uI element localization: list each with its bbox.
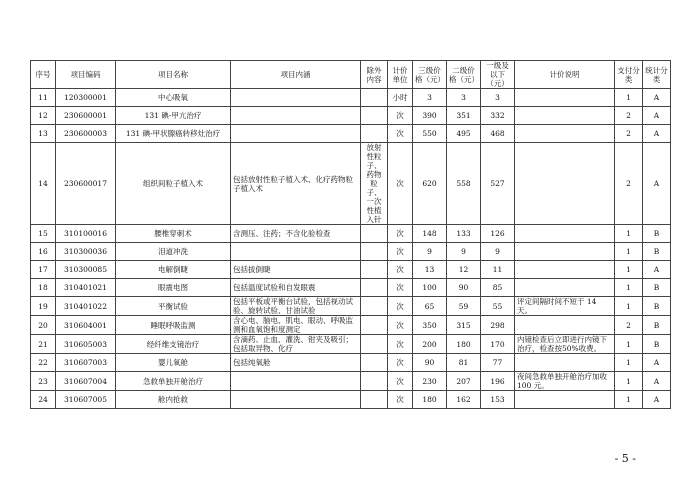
cell-pay: 1: [615, 89, 643, 107]
cell-price2: 495: [447, 125, 481, 143]
col-header-name: 项目名称: [116, 61, 231, 89]
cell-price1: 298: [481, 316, 515, 335]
cell-unit: 次: [388, 354, 413, 372]
cell-code: 310604001: [56, 316, 116, 335]
cell-content: [231, 243, 361, 261]
price-table: [30, 60, 671, 409]
cell-price2: 90: [447, 279, 481, 297]
cell-excluded: [361, 261, 388, 279]
cell-name: 舱内抢救: [116, 391, 231, 409]
cell-stat: A: [643, 372, 671, 391]
cell-name: 睡眠呼吸监测: [116, 316, 231, 335]
cell-content: 包括温度试验和自发眼震: [231, 279, 361, 297]
cell-excluded: [361, 335, 388, 354]
cell-content: 包括放射性粒子植入术、化疗药物粒子植入术: [231, 143, 361, 225]
cell-code: 310300036: [56, 243, 116, 261]
cell-price2: 162: [447, 391, 481, 409]
cell-pay: 1: [615, 391, 643, 409]
cell-pay: 1: [615, 335, 643, 354]
cell-price2: 59: [447, 297, 481, 316]
cell-notes: [515, 316, 615, 335]
cell-name: 电解倒睫: [116, 261, 231, 279]
table-row: [31, 225, 671, 243]
cell-unit: 次: [388, 316, 413, 335]
col-header-code: 项目编码: [56, 61, 116, 89]
cell-price3: 180: [413, 391, 447, 409]
cell-no: 12: [31, 107, 56, 125]
cell-name: 急救单独开舱治疗: [116, 372, 231, 391]
cell-price2: 81: [447, 354, 481, 372]
cell-stat: A: [643, 107, 671, 125]
table-row: [31, 316, 671, 335]
cell-unit: 次: [388, 143, 413, 225]
cell-price3: 620: [413, 143, 447, 225]
cell-price2: 207: [447, 372, 481, 391]
cell-excluded: [361, 354, 388, 372]
table-row: [31, 89, 671, 107]
cell-content: [231, 391, 361, 409]
cell-no: 11: [31, 89, 56, 107]
cell-code: 310401022: [56, 297, 116, 316]
table-row: [31, 125, 671, 143]
cell-code: 310607003: [56, 354, 116, 372]
cell-unit: 次: [388, 279, 413, 297]
cell-name: 131 碘-甲亢治疗: [116, 107, 231, 125]
cell-no: 14: [31, 143, 56, 225]
cell-content: 包括纯氧舱: [231, 354, 361, 372]
cell-pay: 2: [615, 143, 643, 225]
col-header-notes: 计价说明: [515, 61, 615, 89]
cell-price3: 9: [413, 243, 447, 261]
cell-content: [231, 107, 361, 125]
cell-code: 310607005: [56, 391, 116, 409]
cell-stat: A: [643, 354, 671, 372]
cell-unit: 次: [388, 107, 413, 125]
cell-stat: B: [643, 297, 671, 316]
cell-name: 平衡试验: [116, 297, 231, 316]
cell-unit: 次: [388, 297, 413, 316]
cell-stat: B: [643, 243, 671, 261]
cell-price1: 3: [481, 89, 515, 107]
cell-content: 包括拔倒睫: [231, 261, 361, 279]
cell-content: 含滴药、止血、灌洗、钳夹及吸引；包括取异物、化疗: [231, 335, 361, 354]
cell-code: 120300001: [56, 89, 116, 107]
cell-code: 310100016: [56, 225, 116, 243]
cell-notes: [515, 279, 615, 297]
cell-code: 230600001: [56, 107, 116, 125]
cell-content: 包括平板或平衡台试验，包括视动试验、旋转试验、甘油试验: [231, 297, 361, 316]
cell-price2: 558: [447, 143, 481, 225]
cell-excluded: [361, 297, 388, 316]
col-header-price2: 二级价格（元）: [447, 61, 481, 89]
cell-price1: 11: [481, 261, 515, 279]
cell-excluded: [361, 89, 388, 107]
table-row: [31, 279, 671, 297]
cell-notes: [515, 225, 615, 243]
cell-pay: 1: [615, 225, 643, 243]
cell-stat: A: [643, 89, 671, 107]
table-row: [31, 335, 671, 354]
cell-price2: 133: [447, 225, 481, 243]
cell-excluded: [361, 243, 388, 261]
cell-stat: B: [643, 279, 671, 297]
cell-no: 21: [31, 335, 56, 354]
table-row: [31, 143, 671, 225]
cell-notes: [515, 125, 615, 143]
cell-price1: 153: [481, 391, 515, 409]
col-header-pay: 支付分类: [615, 61, 643, 89]
cell-stat: B: [643, 316, 671, 335]
cell-notes: [515, 261, 615, 279]
cell-price1: 468: [481, 125, 515, 143]
cell-code: 230600017: [56, 143, 116, 225]
cell-no: 17: [31, 261, 56, 279]
cell-price3: 3: [413, 89, 447, 107]
cell-pay: 2: [615, 316, 643, 335]
cell-price3: 13: [413, 261, 447, 279]
cell-name: 腰椎穿刺术: [116, 225, 231, 243]
cell-price1: 196: [481, 372, 515, 391]
cell-stat: A: [643, 125, 671, 143]
cell-unit: 次: [388, 261, 413, 279]
cell-price1: 126: [481, 225, 515, 243]
col-header-stat: 统计分类: [643, 61, 671, 89]
cell-price3: 90: [413, 354, 447, 372]
cell-price3: 390: [413, 107, 447, 125]
cell-notes: 夜间急救单独开舱治疗加收 100 元。: [515, 372, 615, 391]
cell-content: 含心电、脑电、肌电、眼动、呼吸监测和血氧饱和度测定: [231, 316, 361, 335]
cell-excluded: [361, 107, 388, 125]
cell-no: 24: [31, 391, 56, 409]
cell-code: 310605003: [56, 335, 116, 354]
cell-no: 23: [31, 372, 56, 391]
cell-name: 经纤维支镜治疗: [116, 335, 231, 354]
cell-stat: A: [643, 391, 671, 409]
cell-stat: B: [643, 335, 671, 354]
cell-content: 含测压、注药；不含化验检查: [231, 225, 361, 243]
cell-notes: [515, 243, 615, 261]
cell-no: 18: [31, 279, 56, 297]
cell-notes: [515, 89, 615, 107]
table-row: [31, 243, 671, 261]
cell-price1: 332: [481, 107, 515, 125]
cell-price1: 85: [481, 279, 515, 297]
cell-price2: 3: [447, 89, 481, 107]
cell-name: 中心吸氧: [116, 89, 231, 107]
col-header-content: 项目内涵: [231, 61, 361, 89]
cell-content: [231, 372, 361, 391]
cell-excluded: 放射性粒子、药物粒子、一次性植入针: [361, 143, 388, 225]
cell-unit: 次: [388, 125, 413, 143]
cell-price2: 9: [447, 243, 481, 261]
cell-price1: 9: [481, 243, 515, 261]
cell-pay: 1: [615, 297, 643, 316]
cell-stat: A: [643, 143, 671, 225]
cell-no: 15: [31, 225, 56, 243]
cell-price2: 12: [447, 261, 481, 279]
cell-unit: 次: [388, 372, 413, 391]
cell-price2: 180: [447, 335, 481, 354]
cell-notes: [515, 107, 615, 125]
cell-excluded: [361, 279, 388, 297]
cell-price3: 200: [413, 335, 447, 354]
cell-content: [231, 89, 361, 107]
col-header-price1: 一级及以下（元）: [481, 61, 515, 89]
cell-price3: 148: [413, 225, 447, 243]
table-row: [31, 391, 671, 409]
table-row: [31, 372, 671, 391]
cell-stat: A: [643, 261, 671, 279]
cell-code: 310607004: [56, 372, 116, 391]
cell-unit: 次: [388, 225, 413, 243]
col-header-price3: 三级价格（元）: [413, 61, 447, 89]
header-row: [31, 61, 671, 89]
cell-price3: 350: [413, 316, 447, 335]
cell-excluded: [361, 225, 388, 243]
cell-price1: 77: [481, 354, 515, 372]
cell-code: 230600003: [56, 125, 116, 143]
cell-price3: 100: [413, 279, 447, 297]
cell-pay: 1: [615, 372, 643, 391]
cell-pay: 2: [615, 125, 643, 143]
cell-name: 组织间粒子植入术: [116, 143, 231, 225]
cell-unit: 次: [388, 335, 413, 354]
cell-price3: 65: [413, 297, 447, 316]
cell-price1: 527: [481, 143, 515, 225]
col-header-unit: 计价单位: [388, 61, 413, 89]
cell-name: 眼震电图: [116, 279, 231, 297]
cell-pay: 2: [615, 107, 643, 125]
cell-code: 310401021: [56, 279, 116, 297]
cell-pay: 1: [615, 261, 643, 279]
cell-code: 310300085: [56, 261, 116, 279]
cell-excluded: [361, 372, 388, 391]
cell-pay: 1: [615, 243, 643, 261]
cell-no: 22: [31, 354, 56, 372]
cell-stat: B: [643, 225, 671, 243]
table-row: [31, 297, 671, 316]
cell-pay: 1: [615, 354, 643, 372]
cell-name: 131 碘-甲状腺癌转移灶治疗: [116, 125, 231, 143]
col-header-no: 序号: [31, 61, 56, 89]
cell-notes: [515, 354, 615, 372]
cell-price1: 55: [481, 297, 515, 316]
cell-no: 13: [31, 125, 56, 143]
cell-excluded: [361, 391, 388, 409]
table-row: [31, 261, 671, 279]
cell-notes: 评定间隔时间不短于 14 天。: [515, 297, 615, 316]
cell-name: 泪道冲洗: [116, 243, 231, 261]
cell-price2: 315: [447, 316, 481, 335]
cell-no: 19: [31, 297, 56, 316]
cell-pay: 1: [615, 279, 643, 297]
cell-unit: 次: [388, 243, 413, 261]
cell-price3: 550: [413, 125, 447, 143]
table-row: [31, 354, 671, 372]
cell-price2: 351: [447, 107, 481, 125]
cell-price1: 170: [481, 335, 515, 354]
cell-unit: 次: [388, 391, 413, 409]
cell-price3: 230: [413, 372, 447, 391]
cell-notes: 内镜检查后立即进行内镜下治疗，检查按50%收费。: [515, 335, 615, 354]
cell-unit: 小时: [388, 89, 413, 107]
cell-notes: [515, 391, 615, 409]
cell-no: 16: [31, 243, 56, 261]
cell-excluded: [361, 125, 388, 143]
col-header-excluded: 除外内容: [361, 61, 388, 89]
cell-excluded: [361, 316, 388, 335]
cell-notes: [515, 143, 615, 225]
cell-content: [231, 125, 361, 143]
table-row: [31, 107, 671, 125]
cell-no: 20: [31, 316, 56, 335]
page-number: - 5 -: [614, 452, 636, 465]
cell-name: 婴儿氧舱: [116, 354, 231, 372]
